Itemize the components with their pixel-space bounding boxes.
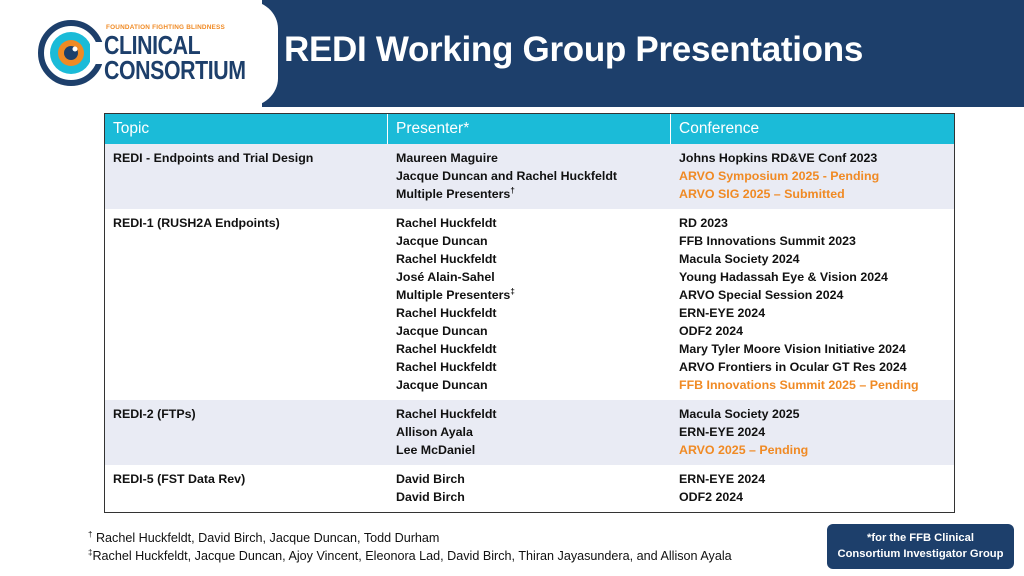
- entry: [396, 405, 671, 423]
- entry-text: FFB Innovations Summit 2023: [679, 234, 856, 248]
- entry: [679, 250, 954, 268]
- entry-text: ODF2 2024: [679, 324, 744, 338]
- pending-entry: [679, 441, 954, 459]
- entry: [396, 149, 671, 167]
- table-row: [105, 465, 954, 512]
- table-row: [105, 209, 954, 400]
- topic-cell: REDI-1 (RUSH2A Endpoints): [113, 216, 280, 230]
- pending-entry: [679, 185, 954, 203]
- entry: [396, 214, 671, 232]
- topic-cell: REDI - Endpoints and Trial Design: [113, 151, 314, 165]
- entry-text: Macula Society 2024: [679, 252, 800, 266]
- entry-text: José Alain-Sahel: [396, 270, 495, 284]
- entry-text: Allison Ayala: [396, 425, 473, 439]
- entry-text: Rachel Huckfeldt: [396, 360, 497, 374]
- footnote-mark: †: [510, 186, 515, 195]
- footnote-text: Rachel Huckfeldt, Jacque Duncan, Ajoy Vincent, Eleonora Lad, David Birch, Thiran Jayasundera, and Allison Ayala: [92, 549, 732, 563]
- entry: [679, 268, 954, 286]
- entry-text: Macula Society 2025: [679, 407, 800, 421]
- logo-tagline: FOUNDATION FIGHTING BLINDNESS: [106, 24, 225, 31]
- investigator-group-note: [827, 524, 1014, 569]
- entry-text: Young Hadassah Eye & Vision 2024: [679, 270, 888, 284]
- entry-text: ARVO SIG 2025 – Submitted: [679, 187, 845, 201]
- footnote-text: Rachel Huckfeldt, David Birch, Jacque Duncan, Todd Durham: [92, 531, 440, 545]
- footnote-double-dagger: [88, 547, 732, 565]
- header-bar: [0, 0, 1024, 107]
- entry-text: Jacque Duncan: [396, 324, 488, 338]
- presenter-cell: [388, 465, 671, 512]
- entry-text: ARVO Symposium 2025 - Pending: [679, 169, 880, 183]
- entry-text: Rachel Huckfeldt: [396, 252, 497, 266]
- entry-text: Multiple Presenters: [396, 288, 511, 302]
- entry: [396, 286, 671, 304]
- entry-text: Rachel Huckfeldt: [396, 342, 497, 356]
- entry-text: Jacque Duncan: [396, 234, 488, 248]
- entry-text: Jacque Duncan: [396, 378, 488, 392]
- entry-text: Rachel Huckfeldt: [396, 216, 497, 230]
- note-line-1: *for the FFB Clinical: [867, 532, 974, 544]
- logo: [0, 0, 262, 107]
- entry-text: ARVO Special Session 2024: [679, 288, 844, 302]
- entry-text: Jacque Duncan and Rachel Huckfeldt: [396, 169, 618, 183]
- entry-text: David Birch: [396, 490, 465, 504]
- entry: [679, 358, 954, 376]
- logo-word-consortium: CONSORTIUM: [104, 55, 246, 85]
- entry: [679, 149, 954, 167]
- table-body: [105, 144, 954, 512]
- entry-text: ERN-EYE 2024: [679, 306, 766, 320]
- column-header-conference: Conference: [679, 120, 760, 137]
- topic-cell: REDI-2 (FTPs): [113, 407, 196, 421]
- conference-cell: [671, 144, 954, 209]
- presenter-cell: [388, 209, 671, 400]
- entry-text: ARVO 2025 – Pending: [679, 443, 809, 457]
- pending-entry: [679, 376, 954, 394]
- entry-text: Rachel Huckfeldt: [396, 407, 497, 421]
- footnote-mark: ‡: [510, 287, 515, 296]
- entry-text: ERN-EYE 2024: [679, 472, 766, 486]
- presentations-table: [104, 113, 955, 513]
- note-line-2: Consortium Investigator Group: [837, 548, 1004, 560]
- entry: [679, 214, 954, 232]
- entry: [396, 322, 671, 340]
- entry: [396, 185, 671, 203]
- page-title: REDI Working Group Presentations: [284, 30, 863, 69]
- entry: [396, 470, 671, 488]
- presenter-cell: [388, 144, 671, 209]
- entry-text: FFB Innovations Summit 2025 – Pending: [679, 378, 919, 392]
- conference-cell: [671, 209, 954, 400]
- entry: [679, 304, 954, 322]
- column-header-topic: Topic: [105, 114, 388, 144]
- footnote-dagger: [88, 529, 732, 547]
- footnote-mark: ‡: [88, 548, 93, 557]
- topic-cell: REDI-5 (FST Data Rev): [113, 472, 246, 486]
- entry-text: Lee McDaniel: [396, 443, 476, 457]
- entry: [679, 405, 954, 423]
- entry: [396, 232, 671, 250]
- conference-cell: [671, 465, 954, 512]
- table-row: [105, 144, 954, 209]
- entry-text: ODF2 2024: [679, 490, 744, 504]
- entry: [396, 340, 671, 358]
- pending-entry: [679, 167, 954, 185]
- entry: [396, 376, 671, 394]
- entry-text: Johns Hopkins RD&VE Conf 2023: [679, 151, 878, 165]
- entry: [679, 232, 954, 250]
- entry-text: Maureen Maguire: [396, 151, 498, 165]
- table-header-row: [105, 114, 954, 144]
- entry: [679, 488, 954, 506]
- conference-cell: [671, 400, 954, 465]
- entry: [396, 304, 671, 322]
- entry: [679, 286, 954, 304]
- entry: [396, 441, 671, 459]
- entry-text: Mary Tyler Moore Vision Initiative 2024: [679, 342, 906, 356]
- entry: [679, 340, 954, 358]
- column-header-presenter: Presenter*: [388, 114, 671, 144]
- entry-text: Rachel Huckfeldt: [396, 306, 497, 320]
- eye-logo-icon: [38, 20, 104, 86]
- entry-text: RD 2023: [679, 216, 728, 230]
- entry-text: Multiple Presenters: [396, 187, 511, 201]
- presenter-cell: [388, 400, 671, 465]
- footnotes: [88, 529, 732, 565]
- entry: [396, 268, 671, 286]
- entry: [679, 322, 954, 340]
- entry: [396, 358, 671, 376]
- entry-text: ERN-EYE 2024: [679, 425, 766, 439]
- entry-text: David Birch: [396, 472, 465, 486]
- table-row: [105, 400, 954, 465]
- entry: [396, 167, 671, 185]
- footnote-mark: †: [88, 530, 93, 539]
- entry: [396, 488, 671, 506]
- entry: [679, 470, 954, 488]
- entry-text: ARVO Frontiers in Ocular GT Res 2024: [679, 360, 907, 374]
- logo-word-clinical: CLINICAL: [104, 30, 201, 60]
- entry: [396, 250, 671, 268]
- entry: [679, 423, 954, 441]
- entry: [396, 423, 671, 441]
